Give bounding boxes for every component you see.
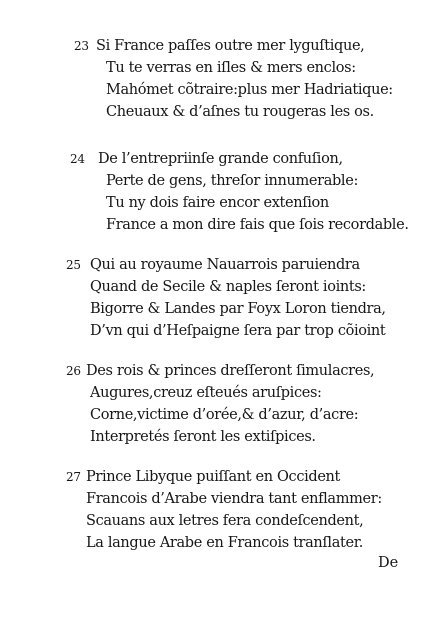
quatrain-number: 27 [66, 470, 81, 484]
verse-line: Corne,victime d’orée,& d’azur, d’acre: [90, 407, 359, 423]
verse-line: La langue Arabe en Francois tranſlater. [86, 535, 363, 551]
verse-line: Francois d’Arabe viendra tant enflammer: [86, 491, 382, 507]
verse-line: Quand de Secile & naples ſeront ioints: [90, 279, 366, 295]
verse-line: Cheuaux & d’aſnes tu rougeras les os. [106, 104, 374, 120]
verse-line: D’vn qui d’Heſpaigne ſera par trop cõioint [90, 323, 386, 339]
verse-line: Prince Libyque puiſſant en Occident [86, 469, 341, 485]
quatrain-number: 25 [66, 258, 81, 272]
verse-line: Si France paſſes outre mer lyguſtique, [96, 38, 365, 54]
verse-line: Tu ny dois faire encor extenſion [106, 195, 329, 211]
verse-line: Mahómet cõtraire:plus mer Hadriatique: [106, 82, 393, 98]
verse-line: Perte de gens, threſor innumerable: [106, 173, 358, 189]
verse-line: Bigorre & Landes par Foyx Loron tiendra, [90, 301, 386, 317]
verse-line: Augures,creuz eſteués aruſpices: [90, 385, 322, 401]
catchword: De [378, 555, 399, 571]
verse-line: Interpretés ſeront les extiſpices. [90, 429, 316, 445]
verse-line: Scauans aux letres fera condeſcendent, [86, 513, 364, 529]
verse-line: France a mon dire fais que ſois recordable. [106, 217, 409, 233]
quatrain-number: 24 [70, 152, 85, 166]
verse-line: Qui au royaume Nauarrois paruiendra [90, 257, 360, 273]
quatrain-number: 23 [74, 39, 89, 53]
quatrain-number: 26 [66, 364, 81, 378]
verse-line: De l’entrepriinſe grande confuſion, [98, 151, 343, 167]
verse-line: Des rois & princes dreſſeront ſimulacres, [86, 363, 375, 379]
verse-line: Tu te verras en iſles & mers enclos: [106, 60, 356, 76]
